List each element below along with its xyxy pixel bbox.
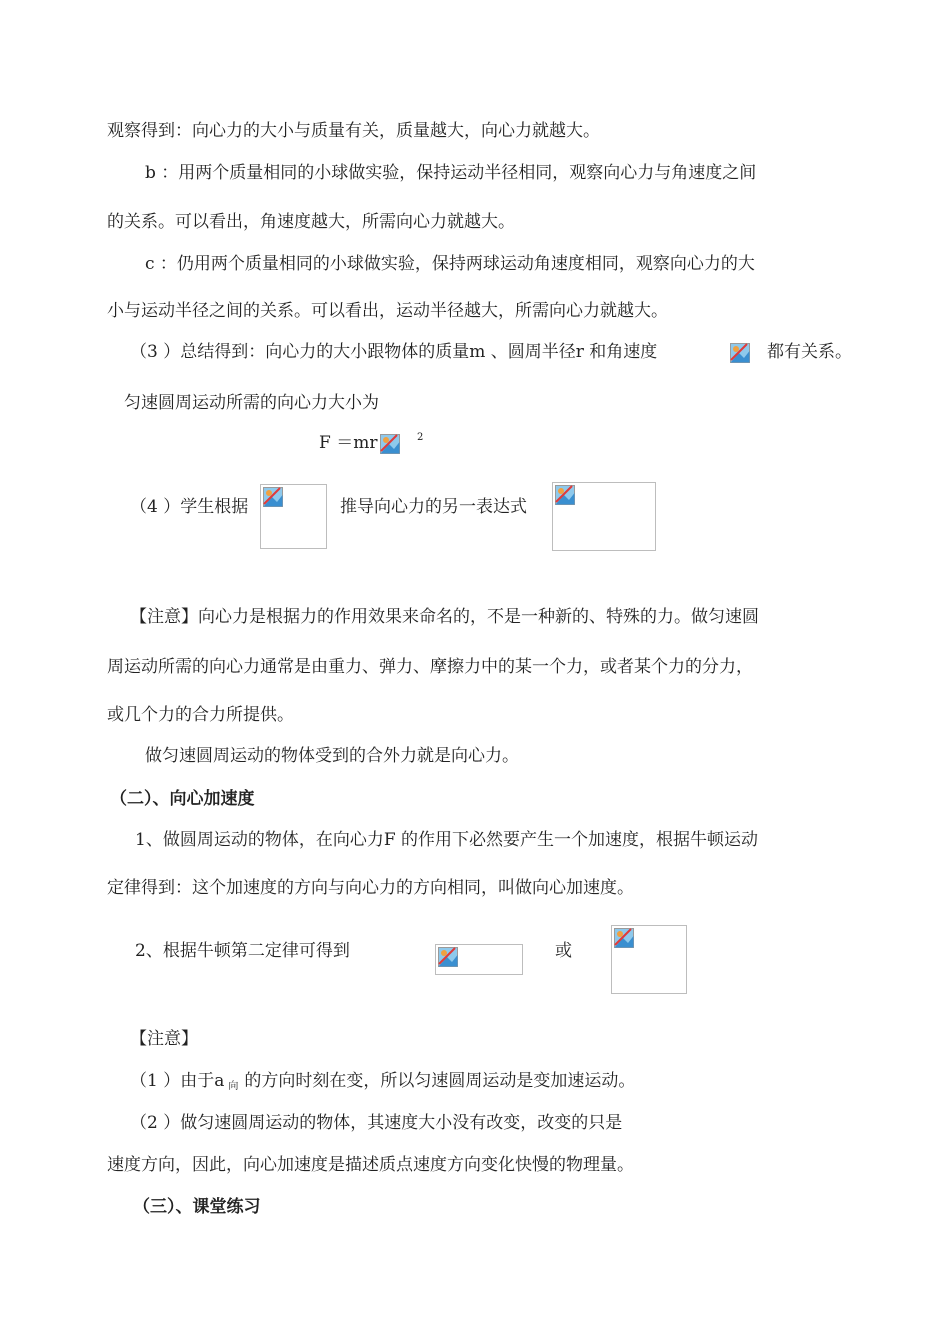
para-b-line1: b ：用两个质量相同的小球做实验，保持运动半径相同，观察向心力与角速度之间 — [145, 163, 757, 183]
broken-image-icon — [614, 928, 634, 948]
note2-item1-pre: （1 ）由于a — [130, 1071, 225, 1091]
formula-exponent — [407, 432, 423, 457]
sec2-line2: 定律得到：这个加速度的方向与向心力的方向相同，叫做向心加速度。 — [107, 878, 634, 898]
section-heading-2: （二）、向心加速度 — [110, 789, 255, 809]
formula-superscript: 2 — [417, 432, 424, 443]
para-b-line2: 的关系。可以看出，角速度越大，所需向心力就越大。 — [107, 212, 515, 232]
note-line1: 【注意】向心力是根据力的作用效果来命名的，不是一种新的、特殊的力。做匀速圆 — [130, 607, 759, 627]
para-c-line2: 小与运动半径之间的关系。可以看出，运动半径越大，所需向心力就越大。 — [107, 301, 668, 321]
formula — [319, 432, 377, 454]
note2-item1-subscript: 向 — [228, 1081, 239, 1092]
note-conclusion: 做匀速圆周运动的物体受到的合外力就是向心力。 — [145, 746, 519, 766]
note2-item2-line1: （2 ）做匀速圆周运动的物体，其速度大小没有改变，改变的只是 — [130, 1113, 623, 1133]
para-formula-intro: 匀速圆周运动所需的向心力大小为 — [124, 393, 379, 413]
broken-image-icon — [555, 485, 575, 505]
section-heading-3: （三）、课堂练习 — [133, 1197, 261, 1217]
para-derive: （4 ）学生根据 — [130, 497, 249, 517]
para-summary: （3 ）总结得到：向心力的大小跟物体的质量m 、圆周半径r 和角速度 — [130, 342, 658, 362]
sec2-newton: 2、根据牛顿第二定律可得到 — [135, 941, 350, 961]
broken-image-icon — [438, 947, 458, 967]
broken-image-icon — [730, 343, 750, 363]
sec2-or: 或 — [555, 941, 572, 961]
note2-item1 — [130, 1070, 635, 1095]
note2-item1-post: 的方向时刻在变，所以匀速圆周运动是变加速运动。 — [244, 1071, 636, 1091]
formula-text: F ＝mr — [319, 433, 378, 453]
para-summary-end: 都有关系。 — [767, 342, 852, 362]
note-line3: 或几个力的合力所提供。 — [107, 705, 294, 725]
sec2-line1: 1、做圆周运动的物体，在向心力F 的作用下必然要产生一个加速度，根据牛顿运动 — [135, 830, 759, 850]
note-line2: 周运动所需的向心力通常是由重力、弹力、摩擦力中的某一个力，或者某个力的分力， — [107, 657, 753, 677]
note2-item2-line2: 速度方向，因此，向心加速度是描述质点速度方向变化快慢的物理量。 — [107, 1155, 634, 1175]
para-mass: 观察得到：向心力的大小与质量有关，质量越大，向心力就越大。 — [107, 121, 600, 141]
broken-image-icon — [380, 434, 400, 454]
para-derive-mid: 推导向心力的另一表达式 — [340, 497, 527, 517]
para-c-line1: c ：仍用两个质量相同的小球做实验，保持两球运动角速度相同，观察向心力的大 — [145, 254, 755, 274]
note2-heading: 【注意】 — [130, 1029, 198, 1049]
broken-image-icon — [263, 487, 283, 507]
